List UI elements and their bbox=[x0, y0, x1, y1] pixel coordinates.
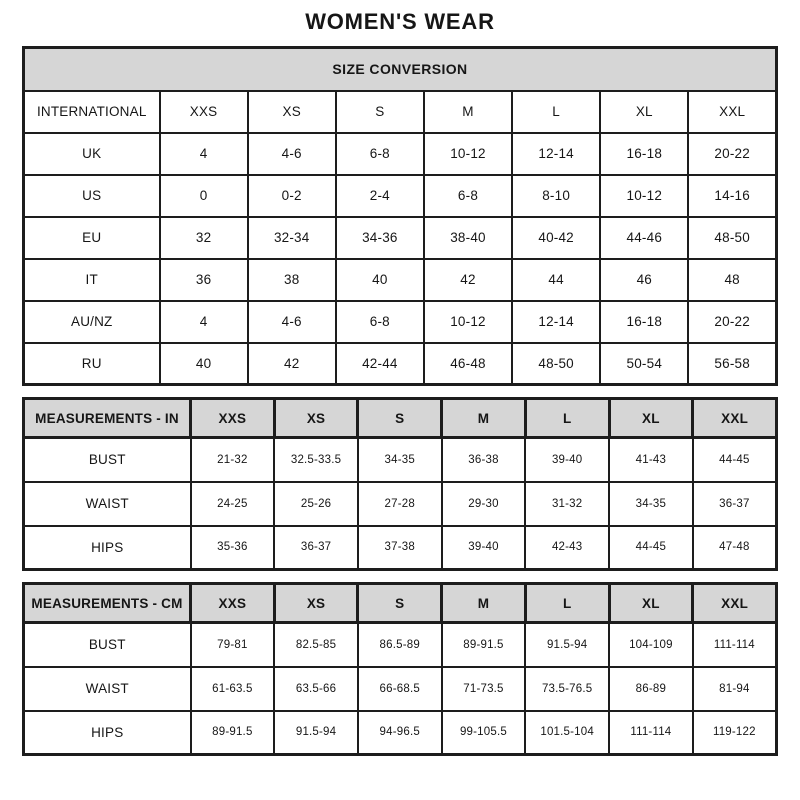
size-column-header: L bbox=[512, 91, 600, 133]
table-banner: SIZE CONVERSION bbox=[24, 48, 777, 91]
size-column-header: XL bbox=[609, 584, 693, 623]
value-cell: 36-37 bbox=[274, 526, 358, 570]
value-cell: 39-40 bbox=[442, 526, 526, 570]
value-cell: 32.5-33.5 bbox=[274, 438, 358, 482]
value-cell: 32 bbox=[160, 217, 248, 259]
size-column-header: XL bbox=[609, 399, 693, 438]
value-cell: 66-68.5 bbox=[358, 667, 442, 711]
size-column-header: S bbox=[358, 399, 442, 438]
value-cell: 31-32 bbox=[525, 482, 609, 526]
value-cell: 73.5-76.5 bbox=[525, 667, 609, 711]
value-cell: 82.5-85 bbox=[274, 623, 358, 667]
row-label: AU/NZ bbox=[24, 301, 160, 343]
table-header-label: MEASUREMENTS - CM bbox=[24, 584, 191, 623]
value-cell: 40 bbox=[336, 259, 424, 301]
page-title: WOMEN'S WEAR bbox=[305, 9, 495, 34]
row-label: RU bbox=[24, 343, 160, 385]
size-column-header: XXL bbox=[693, 584, 777, 623]
table-header-label: INTERNATIONAL bbox=[24, 91, 160, 133]
size-column-header: M bbox=[442, 399, 526, 438]
size-column-header: XXL bbox=[688, 91, 776, 133]
measurements-cm-table bbox=[22, 582, 778, 756]
table-row bbox=[24, 526, 777, 570]
size-column-header: M bbox=[424, 91, 512, 133]
value-cell: 86-89 bbox=[609, 667, 693, 711]
row-label: WAIST bbox=[24, 667, 191, 711]
value-cell: 6-8 bbox=[336, 301, 424, 343]
value-cell: 46-48 bbox=[424, 343, 512, 385]
value-cell: 10-12 bbox=[600, 175, 688, 217]
size-column-header: XS bbox=[248, 91, 336, 133]
row-label: HIPS bbox=[24, 526, 191, 570]
value-cell: 50-54 bbox=[600, 343, 688, 385]
size-column-header: XXS bbox=[191, 584, 275, 623]
value-cell: 36 bbox=[160, 259, 248, 301]
table-header-label: MEASUREMENTS - IN bbox=[24, 399, 191, 438]
value-cell: 38-40 bbox=[424, 217, 512, 259]
table-row bbox=[24, 438, 777, 482]
value-cell: 81-94 bbox=[693, 667, 777, 711]
value-cell: 38 bbox=[248, 259, 336, 301]
table-row bbox=[24, 711, 777, 755]
value-cell: 0 bbox=[160, 175, 248, 217]
size-column-header: L bbox=[525, 584, 609, 623]
size-column-header: S bbox=[336, 91, 424, 133]
value-cell: 35-36 bbox=[191, 526, 275, 570]
table-header-row bbox=[24, 584, 777, 623]
value-cell: 4 bbox=[160, 133, 248, 175]
value-cell: 36-38 bbox=[442, 438, 526, 482]
value-cell: 42-44 bbox=[336, 343, 424, 385]
value-cell: 6-8 bbox=[424, 175, 512, 217]
row-label: US bbox=[24, 175, 160, 217]
value-cell: 39-40 bbox=[525, 438, 609, 482]
size-column-header: XS bbox=[274, 399, 358, 438]
row-label: BUST bbox=[24, 438, 191, 482]
size-column-header: XL bbox=[600, 91, 688, 133]
value-cell: 42 bbox=[424, 259, 512, 301]
row-label: IT bbox=[24, 259, 160, 301]
value-cell: 44-45 bbox=[609, 526, 693, 570]
size-column-header: XXS bbox=[160, 91, 248, 133]
value-cell: 4-6 bbox=[248, 301, 336, 343]
row-label: BUST bbox=[24, 623, 191, 667]
value-cell: 99-105.5 bbox=[442, 711, 526, 755]
value-cell: 0-2 bbox=[248, 175, 336, 217]
value-cell: 44-45 bbox=[693, 438, 777, 482]
value-cell: 32-34 bbox=[248, 217, 336, 259]
size-column-header: M bbox=[442, 584, 526, 623]
value-cell: 94-96.5 bbox=[358, 711, 442, 755]
value-cell: 4-6 bbox=[248, 133, 336, 175]
value-cell: 16-18 bbox=[600, 301, 688, 343]
value-cell: 16-18 bbox=[600, 133, 688, 175]
size-conversion-table bbox=[22, 46, 778, 386]
value-cell: 46 bbox=[600, 259, 688, 301]
value-cell: 41-43 bbox=[609, 438, 693, 482]
value-cell: 40 bbox=[160, 343, 248, 385]
value-cell: 29-30 bbox=[442, 482, 526, 526]
value-cell: 20-22 bbox=[688, 301, 776, 343]
row-label: WAIST bbox=[24, 482, 191, 526]
row-label: HIPS bbox=[24, 711, 191, 755]
table-row bbox=[24, 133, 777, 175]
size-column-header: XS bbox=[274, 584, 358, 623]
value-cell: 47-48 bbox=[693, 526, 777, 570]
table-row bbox=[24, 301, 777, 343]
table-row bbox=[24, 667, 777, 711]
value-cell: 24-25 bbox=[191, 482, 275, 526]
size-column-header: S bbox=[358, 584, 442, 623]
table-row bbox=[24, 482, 777, 526]
value-cell: 8-10 bbox=[512, 175, 600, 217]
value-cell: 48-50 bbox=[688, 217, 776, 259]
value-cell: 10-12 bbox=[424, 301, 512, 343]
value-cell: 2-4 bbox=[336, 175, 424, 217]
value-cell: 89-91.5 bbox=[442, 623, 526, 667]
value-cell: 27-28 bbox=[358, 482, 442, 526]
table-header-row bbox=[24, 91, 777, 133]
value-cell: 44-46 bbox=[600, 217, 688, 259]
value-cell: 104-109 bbox=[609, 623, 693, 667]
value-cell: 37-38 bbox=[358, 526, 442, 570]
value-cell: 48 bbox=[688, 259, 776, 301]
value-cell: 111-114 bbox=[693, 623, 777, 667]
value-cell: 61-63.5 bbox=[191, 667, 275, 711]
value-cell: 44 bbox=[512, 259, 600, 301]
value-cell: 86.5-89 bbox=[358, 623, 442, 667]
table-banner-row bbox=[24, 48, 777, 91]
value-cell: 4 bbox=[160, 301, 248, 343]
table-row bbox=[24, 259, 777, 301]
table-row bbox=[24, 343, 777, 385]
value-cell: 40-42 bbox=[512, 217, 600, 259]
value-cell: 42-43 bbox=[525, 526, 609, 570]
value-cell: 111-114 bbox=[609, 711, 693, 755]
value-cell: 56-58 bbox=[688, 343, 776, 385]
value-cell: 36-37 bbox=[693, 482, 777, 526]
value-cell: 14-16 bbox=[688, 175, 776, 217]
size-column-header: XXS bbox=[191, 399, 275, 438]
value-cell: 119-122 bbox=[693, 711, 777, 755]
value-cell: 10-12 bbox=[424, 133, 512, 175]
value-cell: 34-36 bbox=[336, 217, 424, 259]
table-row bbox=[24, 175, 777, 217]
value-cell: 34-35 bbox=[609, 482, 693, 526]
value-cell: 91.5-94 bbox=[274, 711, 358, 755]
value-cell: 89-91.5 bbox=[191, 711, 275, 755]
value-cell: 12-14 bbox=[512, 133, 600, 175]
value-cell: 79-81 bbox=[191, 623, 275, 667]
table-row bbox=[24, 217, 777, 259]
value-cell: 63.5-66 bbox=[274, 667, 358, 711]
value-cell: 91.5-94 bbox=[525, 623, 609, 667]
value-cell: 71-73.5 bbox=[442, 667, 526, 711]
table-row bbox=[24, 623, 777, 667]
value-cell: 21-32 bbox=[191, 438, 275, 482]
value-cell: 42 bbox=[248, 343, 336, 385]
value-cell: 20-22 bbox=[688, 133, 776, 175]
table-header-row bbox=[24, 399, 777, 438]
row-label: EU bbox=[24, 217, 160, 259]
row-label: UK bbox=[24, 133, 160, 175]
value-cell: 34-35 bbox=[358, 438, 442, 482]
value-cell: 25-26 bbox=[274, 482, 358, 526]
size-column-header: L bbox=[525, 399, 609, 438]
value-cell: 48-50 bbox=[512, 343, 600, 385]
value-cell: 12-14 bbox=[512, 301, 600, 343]
size-column-header: XXL bbox=[693, 399, 777, 438]
value-cell: 6-8 bbox=[336, 133, 424, 175]
value-cell: 101.5-104 bbox=[525, 711, 609, 755]
measurements-in-table bbox=[22, 397, 778, 571]
